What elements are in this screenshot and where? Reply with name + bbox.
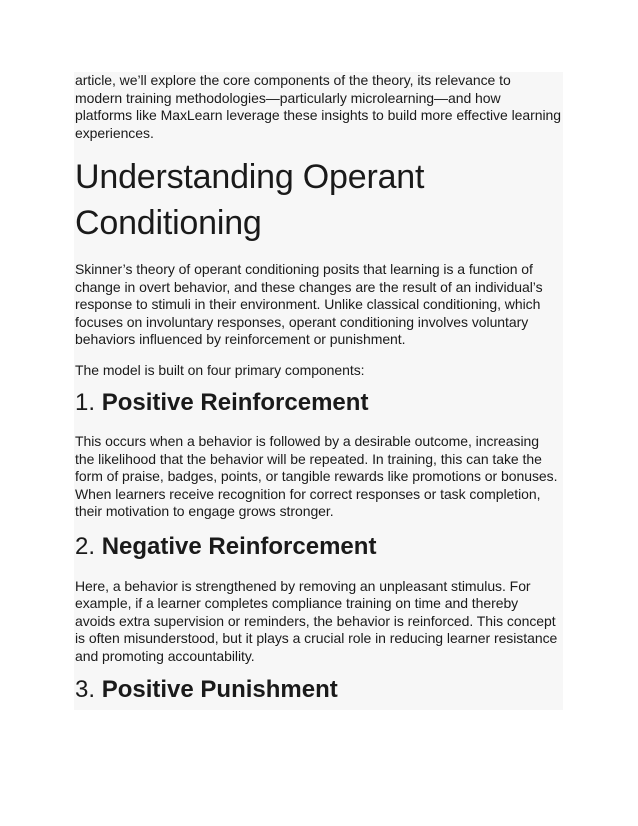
model-intro-paragraph: The model is built on four primary components: [75, 361, 365, 378]
heading-negative-reinforcement [75, 532, 561, 562]
section-heading: Understanding Operant Conditioning [75, 158, 425, 242]
positive-reinforcement-paragraph: This occurs when a behavior is followed by a desirable outcome, increasing the likelihood that the behavior will be repeated. In training, this can take the form of praise, badges, points, or tangible rewards like promotions or bonuses. When learners receive recognition for correct responses or task completion, their motivation to engage grows stronger. [75, 433, 558, 519]
heading-title: Positive Reinforcement [101, 389, 369, 416]
heading-title: Positive Punishment [101, 676, 338, 703]
heading-title: Negative Reinforcement [101, 532, 377, 560]
document-body [75, 72, 561, 705]
heading-number: 3. [75, 676, 96, 703]
intro-paragraph: article, we’ll explore the core components of the theory, its relevance to modern training methodologies—particularly microlearning—and how platforms like MaxLearn leverage these insights to build more effective learning experiences. [75, 72, 562, 141]
definition-paragraph: Skinner’s theory of operant conditioning posits that learning is a function of change in overt behavior, and these changes are the result of an individual’s response to stimuli in their environment. Unlike classical conditioning, which focuses on involuntary responses, operant conditioning involves voluntary behaviors influenced by reinforcement or punishment. [75, 261, 543, 347]
heading-number: 1. [75, 389, 96, 416]
negative-reinforcement-paragraph: Here, a behavior is strengthened by removing an unpleasant stimulus. For example, if a learner completes compliance training on time and thereby avoids extra supervision or reminders, the behavior is reinforced. This concept is often misunderstood, but it plays a crucial role in reducing learner resistance and promoting accountability. [75, 577, 558, 664]
heading-positive-reinforcement [75, 388, 561, 418]
heading-number: 2. [75, 532, 96, 560]
heading-positive-punishment [75, 675, 561, 705]
